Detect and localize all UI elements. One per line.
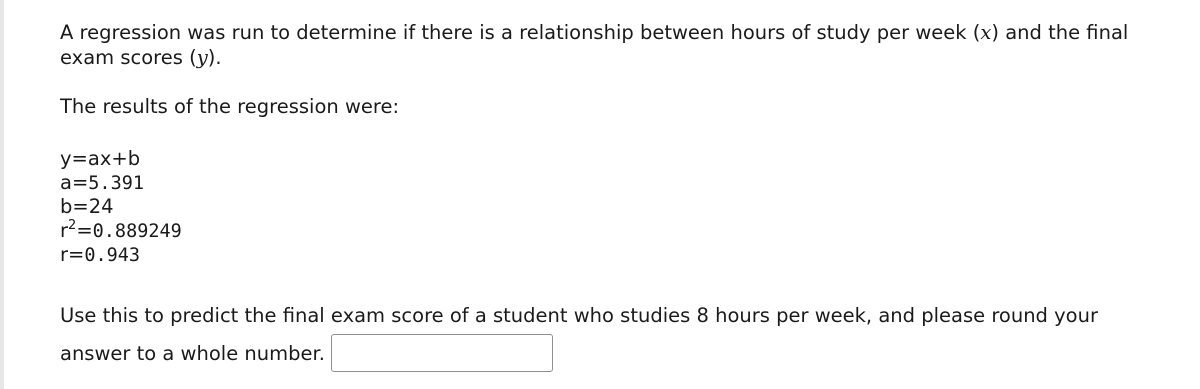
results-label: The results of the regression were: <box>60 95 400 118</box>
b-label: b= <box>60 195 89 218</box>
r2-equals: = <box>76 219 93 242</box>
intro-text-2: ) and the final exam scores ( <box>60 21 1129 69</box>
a-line <box>60 171 1150 195</box>
r2-exponent: 2 <box>68 217 77 233</box>
problem-content <box>60 20 1150 374</box>
regression-results <box>60 147 1150 267</box>
a-label: a= <box>60 171 89 194</box>
r2-value: 0.889249 <box>92 221 182 242</box>
intro-text-3: ). <box>207 46 222 69</box>
x-variable: x <box>980 21 992 44</box>
question-text: Use this to predict the final exam score of a student who studies 8 hours per week, and please round your answer to a whole number. <box>60 304 1098 365</box>
r-squared-line <box>60 219 1150 243</box>
r-value: 0.943 <box>84 245 141 266</box>
r-label: r= <box>60 243 85 266</box>
problem-intro <box>60 20 1150 70</box>
question <box>60 297 1150 374</box>
b-value: 24 <box>88 195 114 218</box>
r-line <box>60 243 1150 267</box>
b-line <box>60 195 1150 219</box>
r2-label: r <box>60 219 69 242</box>
a-value: 5.391 <box>88 173 144 194</box>
answer-input[interactable] <box>331 334 553 372</box>
intro-text-1: A regression was run to determine if there is a relationship between hours of study per week ( <box>60 21 981 44</box>
y-variable: y <box>196 46 208 69</box>
equation-line: y=ax+b <box>60 147 141 170</box>
left-border <box>0 0 4 389</box>
